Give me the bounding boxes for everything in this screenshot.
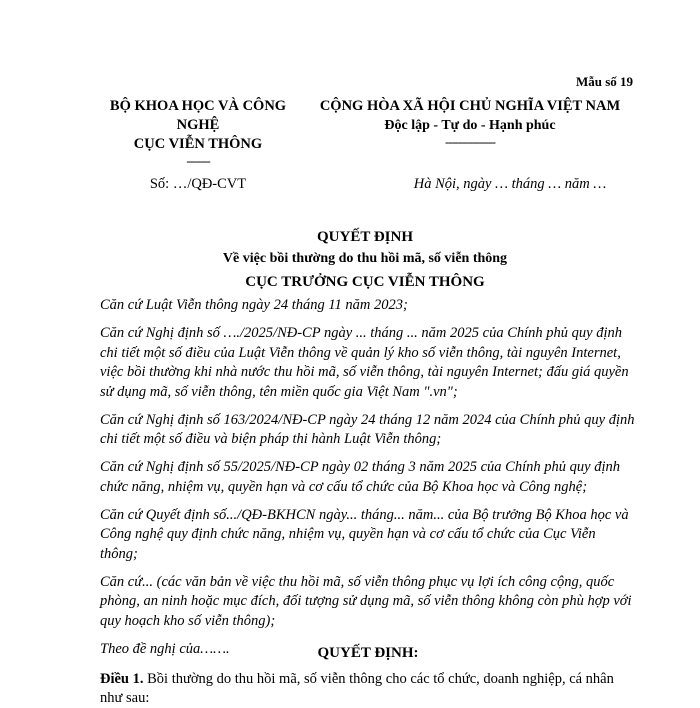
preamble-paragraph: Căn cứ Nghị định số 55/2025/NĐ-CP ngày 02 tháng 3 năm 2025 của Chính phủ quy định chức năng, nhiệm vụ, quyền hạn và cơ cấu tổ chức của Bộ Khoa học và Công nghệ; [100, 459, 620, 495]
article-1 [100, 670, 620, 708]
agency-name: CỤC VIỄN THÔNG [133, 136, 263, 152]
nation-name: CỘNG HÒA XÃ HỘI CHỦ NGHĨA VIỆT NAM [319, 98, 621, 114]
document-title [100, 227, 630, 292]
preamble-paragraph: Căn cứ Quyết định số.../QĐ-BKHCN ngày... tháng... năm... của Bộ trưởng Bộ Khoa học và Công nghệ quy định chức năng, nhiệm vụ, quyền hạn và cơ cấu tổ chức của Cục Viễn thông; [100, 506, 629, 562]
preamble-paragraph: Căn cứ Nghị định số …./2025/NĐ-CP ngày ... tháng ... năm 2025 của Chính phủ quy định chi tiết một số điều của Luật Viễn thông về quản lý kho số viễn thông, tài nguyên Internet, việc bồi thường khi nhà nước thu hồi mã, số viễn thông, tài nguyên Internet; đấu giá quyền sử dụng mã, số viễn thông, tên miền quốc gia Việt Nam ".vn"; [100, 325, 629, 400]
article-1-label: Điều 1. [100, 671, 144, 687]
place-and-date: Hà Nội, ngày … tháng … năm … [413, 176, 607, 192]
ministry-name: BỘ KHOA HỌC VÀ CÔNG NGHỆ [109, 98, 287, 133]
title-subject: Về việc bồi thường do thu hồi mã, số viễn thông [222, 251, 508, 266]
title-authority: CỤC TRƯỞNG CỤC VIỄN THÔNG [245, 274, 485, 290]
form-number: Mẫu số 19 [575, 74, 633, 89]
decision-heading: QUYẾT ĐỊNH: [317, 645, 419, 661]
agency-divider: ------- [186, 153, 210, 168]
preamble [100, 296, 636, 668]
preamble-paragraph: Căn cứ Luật Viễn thông ngày 24 tháng 11 năm 2023; [100, 297, 408, 313]
article-1-text: Bồi thường do thu hồi mã, số viễn thông cho các tổ chức, doanh nghiệp, cá nhân như sau: [100, 671, 614, 706]
preamble-paragraph: Căn cứ Nghị định số 163/2024/NĐ-CP ngày 24 tháng 12 năm 2024 của Chính phủ quy định chi tiết một số điều và biện pháp thi hành Luật Viễn thông; [100, 411, 635, 447]
motto-divider: --------------- [445, 134, 495, 149]
national-header [314, 97, 626, 149]
title-main: QUYẾT ĐỊNH [317, 229, 413, 245]
document-number: Số: …/QĐ-CVT [149, 176, 247, 192]
issuing-agency-header [103, 97, 293, 168]
national-motto: Độc lập - Tự do - Hạnh phúc [384, 118, 556, 133]
preamble-paragraph: Căn cứ... (các văn bản về việc thu hồi mã, số viễn thông phục vụ lợi ích công cộng, quốc phòng, an ninh hoặc mục đích, đối tượng sử dụng mã, số viễn thông không còn phù hợp với quy hoạch kho số viễn thông); [100, 573, 632, 629]
preamble-paragraph: Theo đề nghị của……. [100, 640, 230, 657]
